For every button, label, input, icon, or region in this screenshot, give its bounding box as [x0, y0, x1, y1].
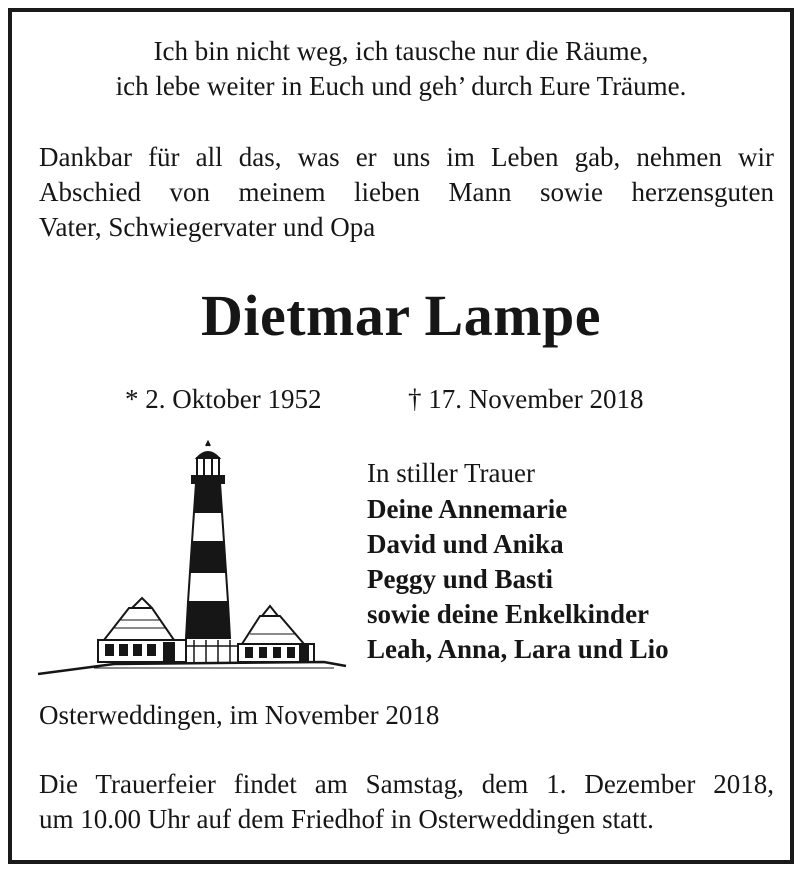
mourner-line: Deine Annemarie	[367, 494, 568, 524]
mourners-intro: In stiller Trauer	[367, 458, 535, 488]
motto-line-2: ich lebe weiter in Euch und geh’ durch Eure Träume.	[115, 71, 687, 101]
mourner-line: David und Anika	[367, 529, 564, 559]
death-date: † 17. November 2018	[408, 384, 644, 414]
mourner-line: Leah, Anna, Lara und Lio	[367, 634, 669, 664]
birth-date: * 2. Oktober 1952	[125, 384, 322, 414]
lighthouse-icon	[34, 440, 350, 676]
place-date: Osterweddingen, im November 2018	[39, 700, 440, 730]
mourner-line: Peggy und Basti	[367, 564, 554, 594]
intro-line-1: Dankbar für all das, was er uns im Leben gab, nehmen wir	[39, 142, 774, 172]
motto-line-1: Ich bin nicht weg, ich tausche nur die Räume,	[153, 36, 649, 66]
intro-line-2: Abschied von meinem lieben Mann sowie herzensguten	[39, 177, 774, 207]
funeral-line-1: Die Trauerfeier findet am Samstag, dem 1. Dezember 2018,	[39, 769, 774, 799]
obituary-frame	[8, 8, 794, 864]
deceased-name: Dietmar Lampe	[200, 283, 602, 348]
mourner-line: sowie deine Enkelkinder	[367, 599, 650, 629]
intro-line-3: Vater, Schwiegervater und Opa	[39, 212, 376, 242]
funeral-line-2: um 10.00 Uhr auf dem Friedhof in Osterweddingen statt.	[39, 804, 654, 834]
